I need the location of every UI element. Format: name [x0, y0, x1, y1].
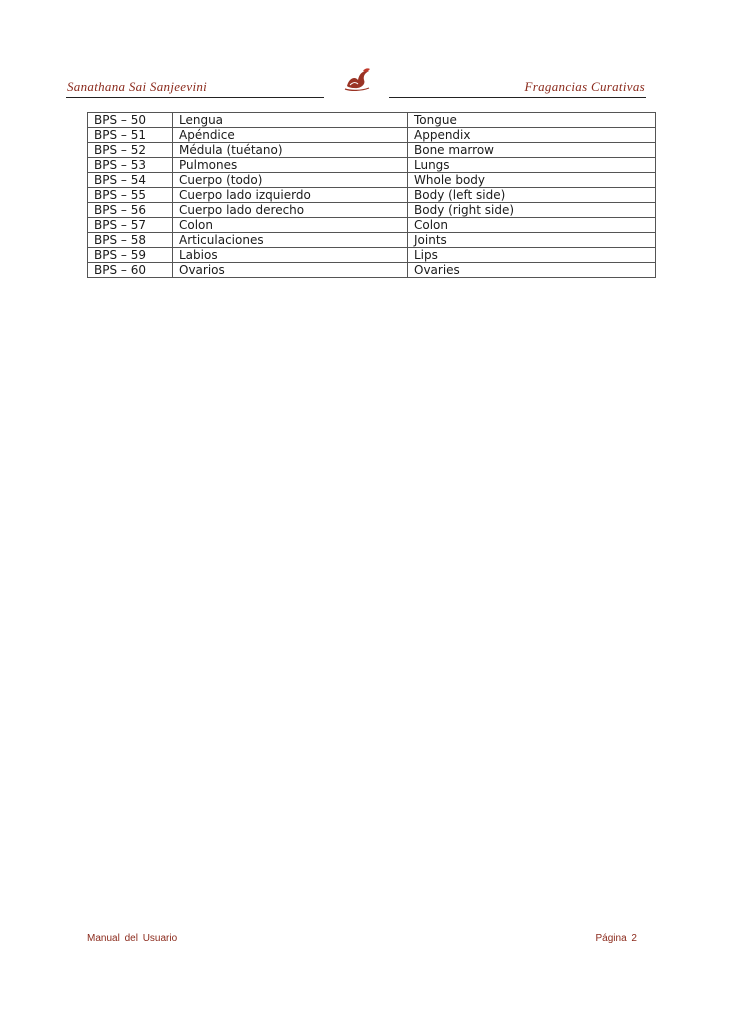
- english-name-cell: Lips: [408, 248, 656, 263]
- english-name-cell: Lungs: [408, 158, 656, 173]
- table-row: [88, 158, 656, 173]
- english-name-cell: Joints: [408, 233, 656, 248]
- english-name-cell: Tongue: [408, 113, 656, 128]
- header-title-left: Sanathana Sai Sanjeevini: [67, 79, 208, 94]
- spanish-name-cell: Ovarios: [173, 263, 408, 278]
- bps-code-cell: BPS – 50: [88, 113, 173, 128]
- english-name-cell: Body (right side): [408, 203, 656, 218]
- spanish-name-cell: Cuerpo (todo): [173, 173, 408, 188]
- spanish-name-cell: Apéndice: [173, 128, 408, 143]
- table-row: [88, 203, 656, 218]
- table-row: [88, 263, 656, 278]
- table-row: [88, 233, 656, 248]
- spanish-name-cell: Colon: [173, 218, 408, 233]
- spanish-name-cell: Labios: [173, 248, 408, 263]
- footer-page-number: Página 2: [595, 933, 637, 944]
- bps-code-cell: BPS – 52: [88, 143, 173, 158]
- english-name-cell: Ovaries: [408, 263, 656, 278]
- spanish-name-cell: Articulaciones: [173, 233, 408, 248]
- spanish-name-cell: Cuerpo lado derecho: [173, 203, 408, 218]
- table-row: [88, 128, 656, 143]
- table-row: [88, 218, 656, 233]
- table-row: [88, 143, 656, 158]
- bps-code-cell: BPS – 60: [88, 263, 173, 278]
- header-rule-left: [66, 97, 324, 98]
- english-name-cell: Whole body: [408, 173, 656, 188]
- header-title-right: Fragancias Curativas: [524, 79, 645, 94]
- header-rule-right: [389, 97, 646, 98]
- spanish-name-cell: Médula (tuétano): [173, 143, 408, 158]
- bps-remedies-table: [87, 112, 656, 278]
- bps-code-cell: BPS – 51: [88, 128, 173, 143]
- bps-code-cell: BPS – 53: [88, 158, 173, 173]
- table-row: [88, 173, 656, 188]
- spanish-name-cell: Lengua: [173, 113, 408, 128]
- english-name-cell: Colon: [408, 218, 656, 233]
- bps-code-cell: BPS – 55: [88, 188, 173, 203]
- spanish-name-cell: Cuerpo lado izquierdo: [173, 188, 408, 203]
- bps-code-cell: BPS – 59: [88, 248, 173, 263]
- table-row: [88, 188, 656, 203]
- bps-code-cell: BPS – 56: [88, 203, 173, 218]
- table-row: [88, 113, 656, 128]
- english-name-cell: Bone marrow: [408, 143, 656, 158]
- bps-code-cell: BPS – 57: [88, 218, 173, 233]
- bps-code-cell: BPS – 54: [88, 173, 173, 188]
- swan-logo-icon: [343, 66, 373, 92]
- table-row: [88, 248, 656, 263]
- footer-manual-label: Manual del Usuario: [87, 933, 178, 944]
- bps-code-cell: BPS – 58: [88, 233, 173, 248]
- english-name-cell: Body (left side): [408, 188, 656, 203]
- spanish-name-cell: Pulmones: [173, 158, 408, 173]
- english-name-cell: Appendix: [408, 128, 656, 143]
